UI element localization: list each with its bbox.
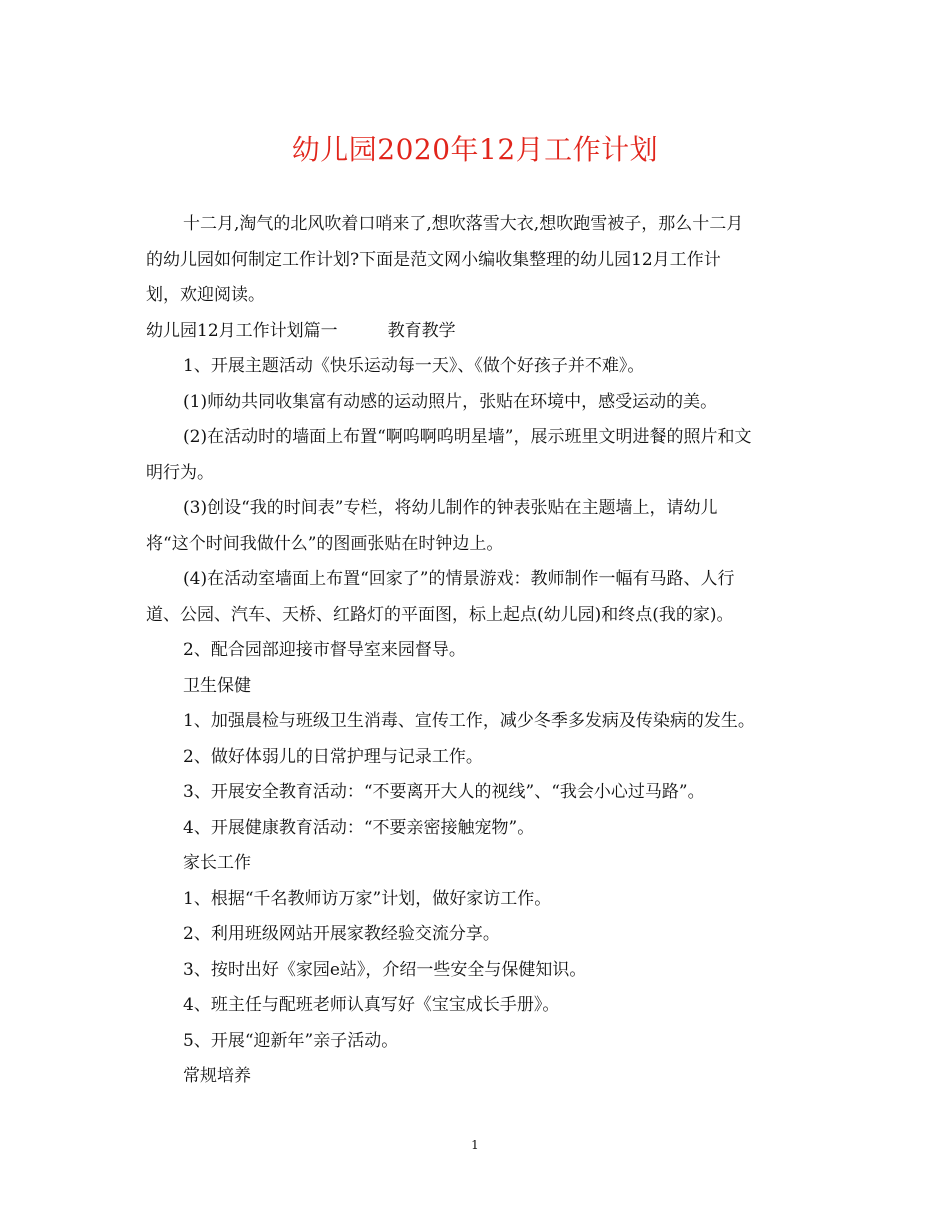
education-item: (1)师幼共同收集富有动感的运动照片，张贴在环境中，感受运动的美。 [183, 391, 718, 412]
health-item: 4、开展健康教育活动：“不要亲密接触宠物”。 [183, 817, 535, 838]
education-item: (3)创设“我的时间表”专栏，将幼儿制作的钟表张贴在主题墙上，请幼儿 [183, 498, 718, 518]
education-item: (2)在活动时的墙面上布置“啊呜啊呜明星墙”，展示班里文明进餐的照片和文 [183, 427, 752, 447]
parents-item: 2、利用班级网站开展家教经验交流分享。 [183, 924, 500, 944]
document-body [146, 207, 806, 1095]
education-item-cont: 将“这个时间我做什么”的图画张贴在时钟边上。 [146, 533, 504, 554]
health-heading: 卫生保健 [183, 675, 251, 696]
health-item: 2、做好体弱儿的日常护理与记录工作。 [183, 746, 483, 767]
education-item: (4)在活动室墙面上布置“回家了”的情景游戏：教师制作一幅有马路、人行 [183, 569, 735, 589]
health-item: 3、开展安全教育活动：“不要离开大人的视线”、“我会小心过马路”。 [183, 782, 705, 802]
education-item-cont: 道、公园、汽车、天桥、红路灯的平面图，标上起点(幼儿园)和终点(我的家)。 [146, 604, 734, 625]
document-title: 幼儿园2020年12月工作计划 [291, 133, 659, 166]
intro-line: 的幼儿园如何制定工作计划?下面是范文网小编收集整理的幼儿园12月工作计 [146, 249, 721, 270]
section-heading-line [146, 314, 806, 350]
parents-item: 5、开展“迎新年”亲子活动。 [183, 1030, 399, 1051]
education-item: 1、开展主题活动《快乐运动每一天》、《做个好孩子并不难》。 [183, 356, 645, 376]
routine-heading: 常规培养 [183, 1066, 251, 1086]
parents-item: 4、班主任与配班老师认真写好《宝宝成长手册》。 [183, 995, 560, 1015]
parents-item: 3、按时出好《家园e站》，介绍一些安全与保健知识。 [183, 959, 587, 980]
education-item: 2、配合园部迎接市督导室来园督导。 [183, 640, 466, 660]
parents-item: 1、根据“千名教师访万家”计划，做好家访工作。 [183, 888, 552, 909]
parents-heading: 家长工作 [183, 853, 251, 873]
intro-line: 十二月,淘气的北风吹着口哨来了,想吹落雪大衣,想吹跑雪被子，那么十二月 [183, 214, 744, 234]
health-item: 1、加强晨检与班级卫生消毒、宣传工作，减少冬季多发病及传染病的发生。 [183, 711, 755, 731]
section-heading: 幼儿园12月工作计划篇一 [146, 320, 338, 341]
education-item-cont: 明行为。 [146, 462, 214, 483]
page-number: 1 [471, 1138, 479, 1152]
intro-line: 划，欢迎阅读。 [146, 285, 265, 305]
section-subheading: 教育教学 [387, 320, 456, 341]
